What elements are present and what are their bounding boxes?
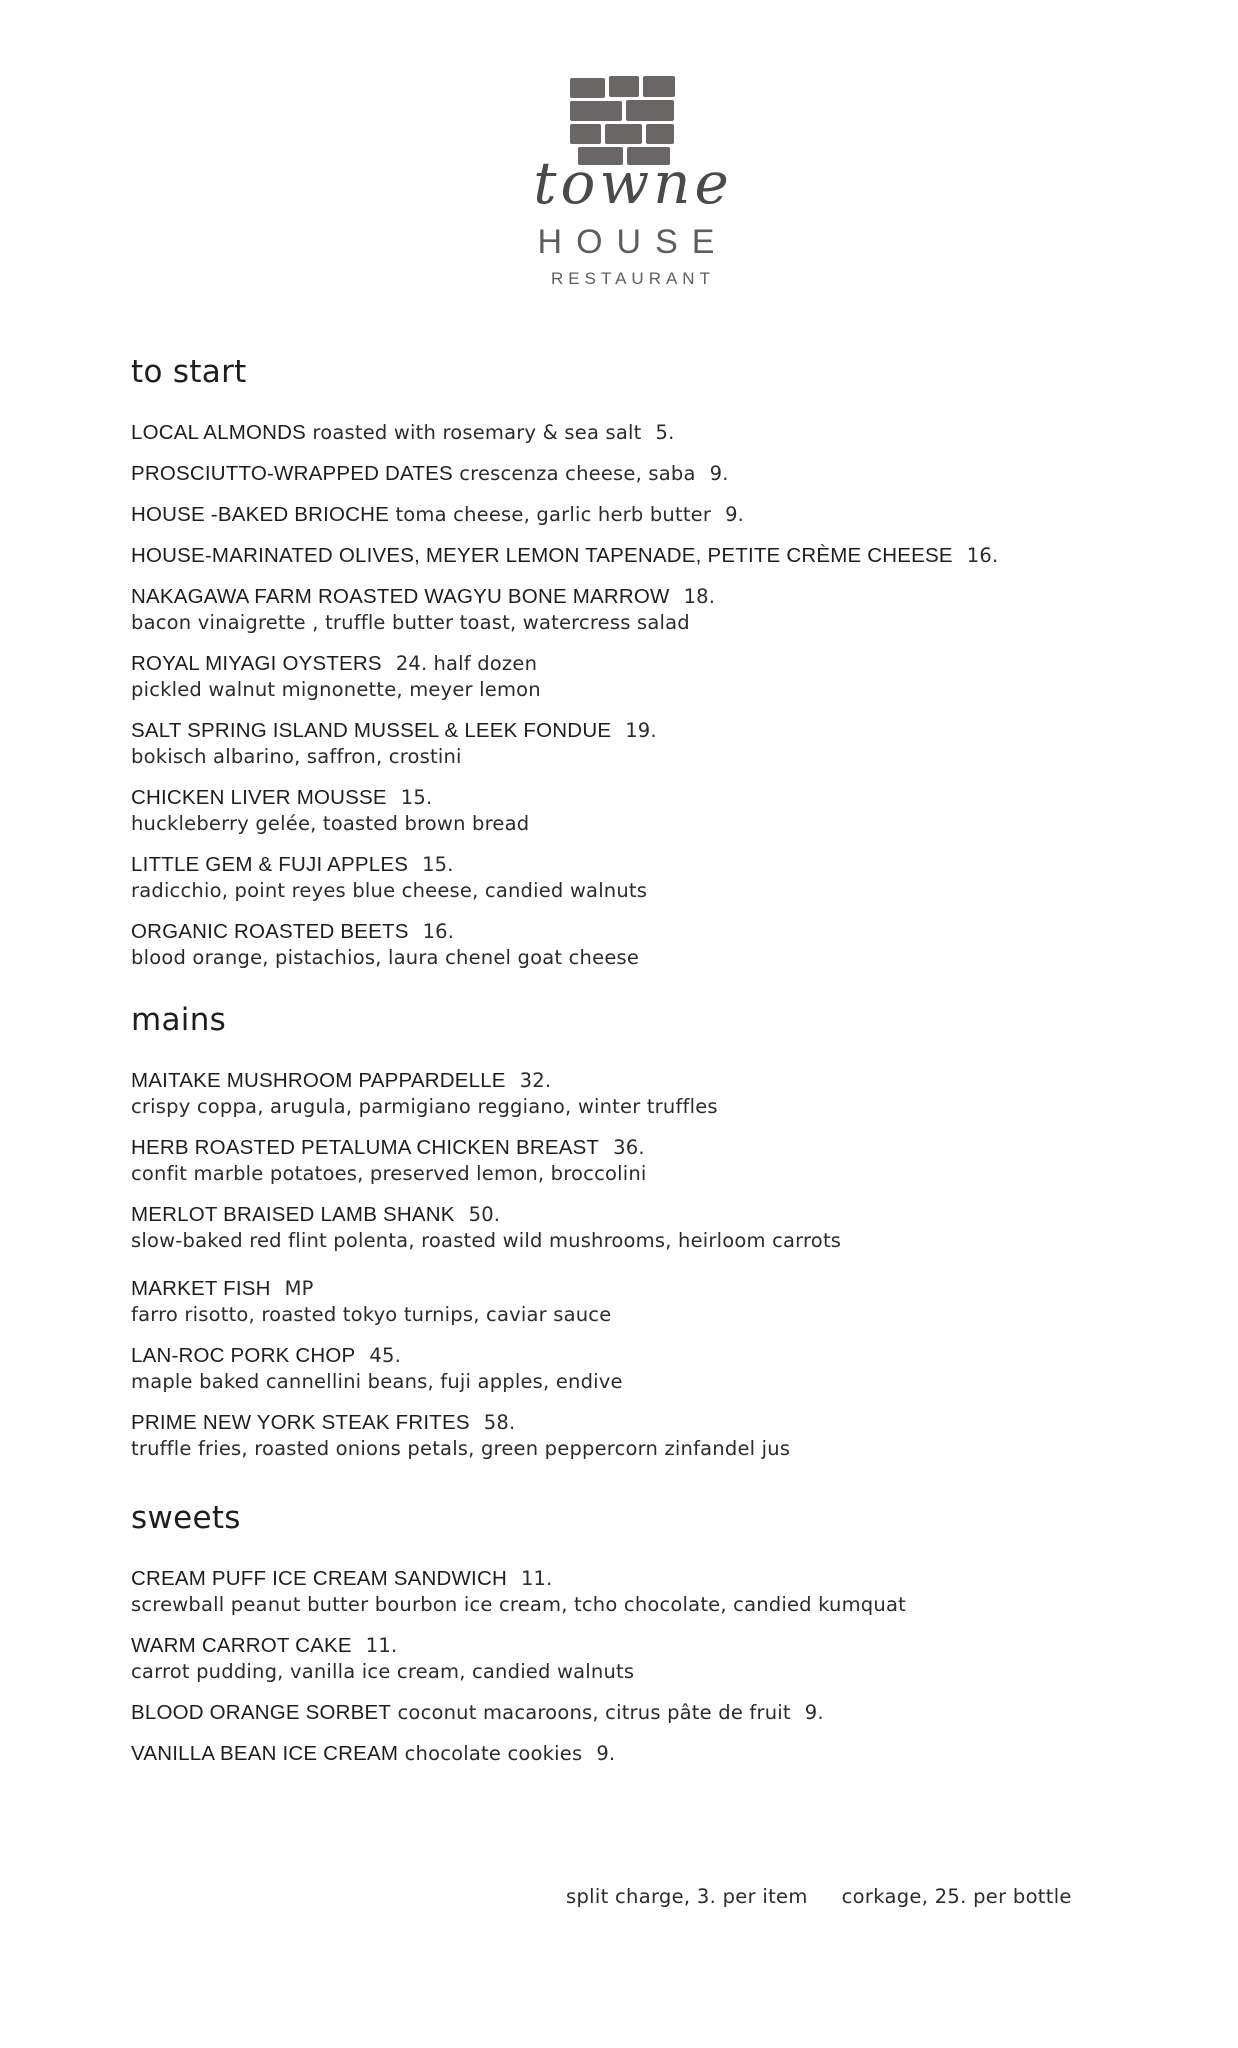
item-name: LAN-ROC PORK CHOP [131, 1344, 356, 1367]
menu-item [131, 1276, 1131, 1328]
section-title: to start [131, 354, 247, 390]
menu-footer [566, 1884, 1072, 1910]
item-name: PRIME NEW YORK STEAK FRITES [131, 1411, 470, 1434]
item-price: 36. [613, 1136, 645, 1159]
logo-house-wordmark: HOUSE [537, 223, 729, 261]
item-name: ROYAL MIYAGI OYSTERS [131, 652, 382, 675]
menu-item [131, 651, 1131, 703]
item-price: 9. [596, 1742, 616, 1765]
menu-item [131, 1135, 1131, 1187]
item-description: crispy coppa, arugula, parmigiano reggiano, winter truffles [131, 1095, 718, 1118]
item-description: slow-baked red flint polenta, roasted wild mushrooms, heirloom carrots [131, 1229, 842, 1252]
item-price: 15. [400, 786, 433, 809]
item-name: WARM CARROT CAKE [131, 1634, 352, 1657]
item-description: roasted with rosemary & sea salt [312, 421, 642, 444]
section-title: mains [131, 1002, 227, 1038]
item-name: LOCAL ALMONDS [131, 421, 307, 444]
item-price: 58. [483, 1411, 516, 1434]
item-price: 9. [725, 503, 745, 526]
menu-item [131, 1566, 1131, 1618]
menu-item [131, 461, 1131, 487]
item-description: huckleberry gelée, toasted brown bread [131, 812, 530, 835]
item-name: CHICKEN LIVER MOUSSE [131, 786, 387, 809]
item-name: NAKAGAWA FARM ROASTED WAGYU BONE MARROW [131, 585, 670, 608]
item-name: CREAM PUFF ICE CREAM SANDWICH [131, 1567, 507, 1590]
item-name: HERB ROASTED PETALUMA CHICKEN BREAST [131, 1136, 600, 1159]
item-name: HOUSE -BAKED BRIOCHE [131, 503, 390, 526]
item-name: BLOOD ORANGE SORBET [131, 1701, 392, 1724]
item-price: 45. [369, 1344, 402, 1367]
item-price: 24. [395, 652, 428, 675]
item-price: 16. [966, 544, 999, 567]
item-description: blood orange, pistachios, laura chenel goat cheese [131, 946, 640, 969]
item-price: 11. [520, 1567, 553, 1590]
split-charge-note: split charge, 3. per item [566, 1885, 808, 1908]
item-price: 9. [804, 1701, 824, 1724]
item-description: radicchio, point reyes blue cheese, candied walnuts [131, 879, 648, 902]
menu-item [131, 1633, 1131, 1685]
logo-restaurant-wordmark: RESTAURANT [551, 269, 715, 288]
menu-item [131, 420, 1131, 446]
section-title: sweets [131, 1500, 241, 1536]
item-price: 32. [519, 1069, 552, 1092]
item-description: toma cheese, garlic herb butter [395, 503, 712, 526]
logo-script-wordmark: towne [533, 149, 733, 217]
menu-item [131, 1343, 1131, 1395]
item-price: 19. [625, 719, 657, 742]
item-description: bokisch albarino, saffron, crostini [131, 745, 462, 768]
menu-item [131, 919, 1131, 971]
menu-item [131, 502, 1131, 528]
menu-item [131, 1068, 1131, 1120]
item-price: 11. [365, 1634, 398, 1657]
corkage-note: corkage, 25. per bottle [841, 1885, 1072, 1908]
item-description: truffle fries, roasted onions petals, green peppercorn zinfandel jus [131, 1437, 791, 1460]
item-description: crescenza cheese, saba [459, 462, 696, 485]
menu-item [131, 584, 1131, 636]
item-price: 5. [655, 421, 675, 444]
item-price: 18. [683, 585, 716, 608]
item-name: ORGANIC ROASTED BEETS [131, 920, 409, 943]
item-description: farro risotto, roasted tokyo turnips, caviar sauce [131, 1303, 612, 1326]
menu-item [131, 543, 1131, 569]
menu-item [131, 1202, 1131, 1254]
menu-item [131, 1410, 1131, 1462]
item-description: coconut macaroons, citrus pâte de fruit [397, 1701, 791, 1724]
item-description: carrot pudding, vanilla ice cream, candied walnuts [131, 1660, 635, 1683]
section-sweets [131, 1498, 1131, 1782]
item-name: VANILLA BEAN ICE CREAM [131, 1742, 399, 1765]
menu-item [131, 785, 1131, 837]
item-description: confit marble potatoes, preserved lemon, broccolini [131, 1162, 647, 1185]
item-name: MARKET FISH [131, 1277, 271, 1300]
item-description: bacon vinaigrette , truffle butter toast, watercress salad [131, 611, 690, 634]
item-name: MERLOT BRAISED LAMB SHANK [131, 1203, 455, 1226]
menu-item [131, 852, 1131, 904]
item-description: chocolate cookies [404, 1742, 583, 1765]
restaurant-logo [0, 0, 1238, 300]
item-name: HOUSE-MARINATED OLIVES, MEYER LEMON TAPENADE, PETITE CRÈME CHEESE [131, 544, 953, 567]
item-price: 50. [468, 1203, 501, 1226]
item-name: PROSCIUTTO-WRAPPED DATES [131, 462, 453, 485]
item-price: 16. [422, 920, 455, 943]
item-price: 15. [422, 853, 454, 876]
item-description: pickled walnut mignonette, meyer lemon [131, 678, 541, 701]
item-name: SALT SPRING ISLAND MUSSEL & LEEK FONDUE [131, 719, 612, 742]
item-name: MAITAKE MUSHROOM PAPPARDELLE [131, 1069, 506, 1092]
section-mains [131, 1000, 1131, 1477]
menu-item [131, 1741, 1131, 1767]
item-price: 9. [709, 462, 729, 485]
item-note: half dozen [433, 652, 538, 675]
item-description: maple baked cannellini beans, fuji apples, endive [131, 1370, 623, 1393]
item-description: screwball peanut butter bourbon ice cream, tcho chocolate, candied kumquat [131, 1593, 906, 1616]
section-to-start [131, 352, 1131, 986]
item-price: MP [284, 1277, 314, 1300]
menu-item [131, 718, 1131, 770]
menu-item [131, 1700, 1131, 1726]
item-name: LITTLE GEM & FUJI APPLES [131, 853, 409, 876]
